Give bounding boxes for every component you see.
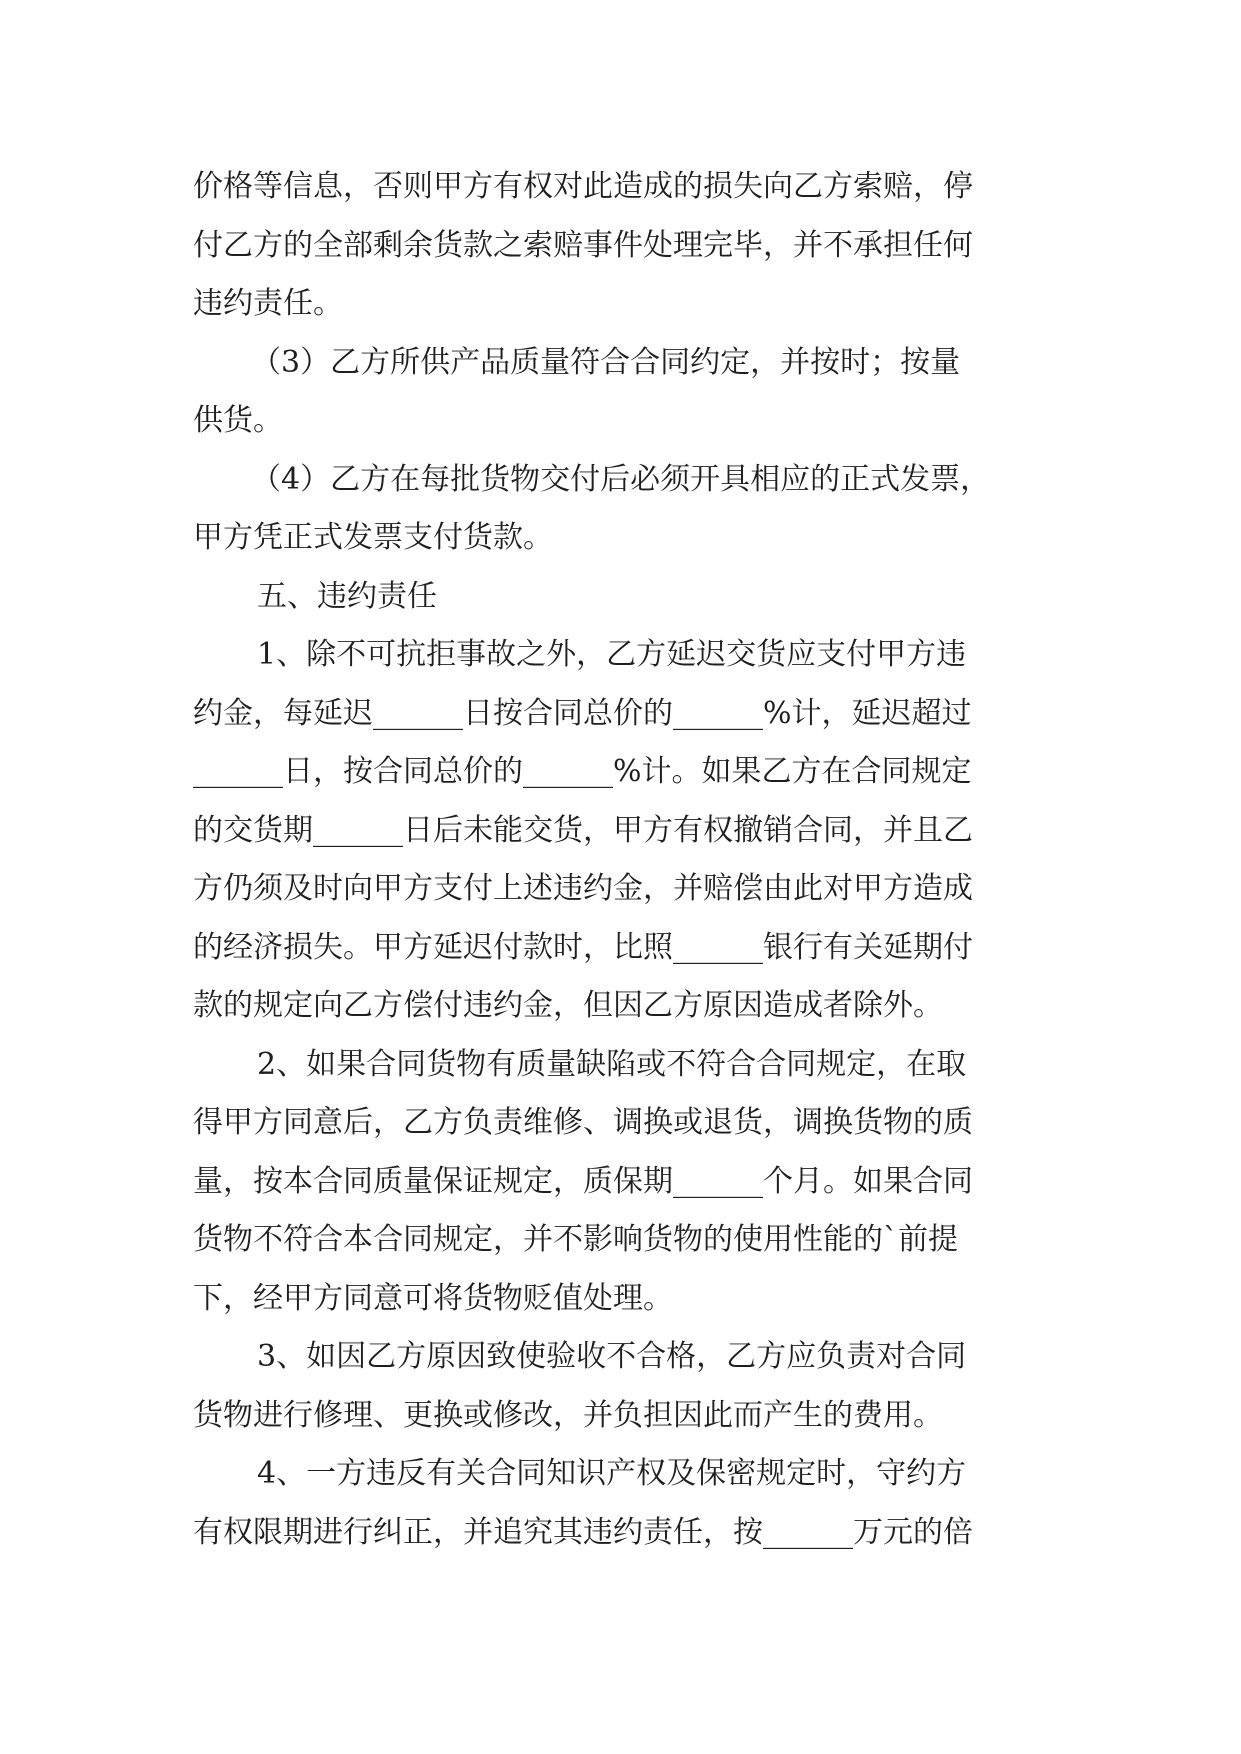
text-line: 供货。 [193,403,283,438]
section-heading: 五、违约责任 [257,578,437,614]
text-line: 价格等信息，否则甲方有权对此造成的损失向乙方索赔，停 [193,169,973,204]
text-line: 有权限期进行纠正，并追究其违约责任，按______万元的倍 [193,1514,973,1550]
text-line: 约金，每延迟______日按合同总价的______%计，延迟超过 [193,695,972,731]
text-line: 2、如果合同货物有质量缺陷或不符合合同规定，在取 [257,1046,967,1082]
text-line: （3）乙方所供产品质量符合合同约定，并按时；按量 [251,344,961,380]
text-line: 1、除不可抗拒事故之外，乙方延迟交货应支付甲方违 [257,637,967,672]
text-line: 款的规定向乙方偿付违约金，但因乙方原因造成者除外。 [193,988,943,1023]
text-line: 甲方凭正式发票支付货款。 [193,520,553,555]
text-line: 得甲方同意后，乙方负责维修、调换或退货，调换货物的质 [193,1105,973,1140]
text-line: 下，经甲方同意可将货物贬值处理。 [193,1280,673,1316]
text-line: 货物不符合本合同规定，并不影响货物的使用性能的`前提 [193,1222,958,1257]
text-line: 4、一方违反有关合同知识产权及保密规定时，守约方 [257,1456,967,1491]
text-line: 付乙方的全部剩余货款之索赔事件处理完毕，并不承担任何 [193,227,973,263]
text-line: 的交货期______日后未能交货，甲方有权撤销合同，并且乙 [193,812,973,848]
document-body [193,158,1053,1562]
text-line: 货物进行修理、更换或修改，并负担因此而产生的费用。 [193,1397,943,1433]
text-line: 违约责任。 [193,286,343,321]
text-line: 方仍须及时向甲方支付上述违约金，并赔偿由此对甲方造成 [193,871,973,906]
text-line: 3、如因乙方原因致使验收不合格，乙方应负责对合同 [257,1339,967,1374]
text-line: ______日，按合同总价的______%计。如果乙方在合同规定 [193,754,972,789]
text-line: 量，按本合同质量保证规定，质保期______个月。如果合同 [193,1163,973,1199]
text-line: 的经济损失。甲方延迟付款时，比照______银行有关延期付 [193,929,973,965]
text-line: （4）乙方在每批货物交付后必须开具相应的正式发票， [251,461,991,497]
